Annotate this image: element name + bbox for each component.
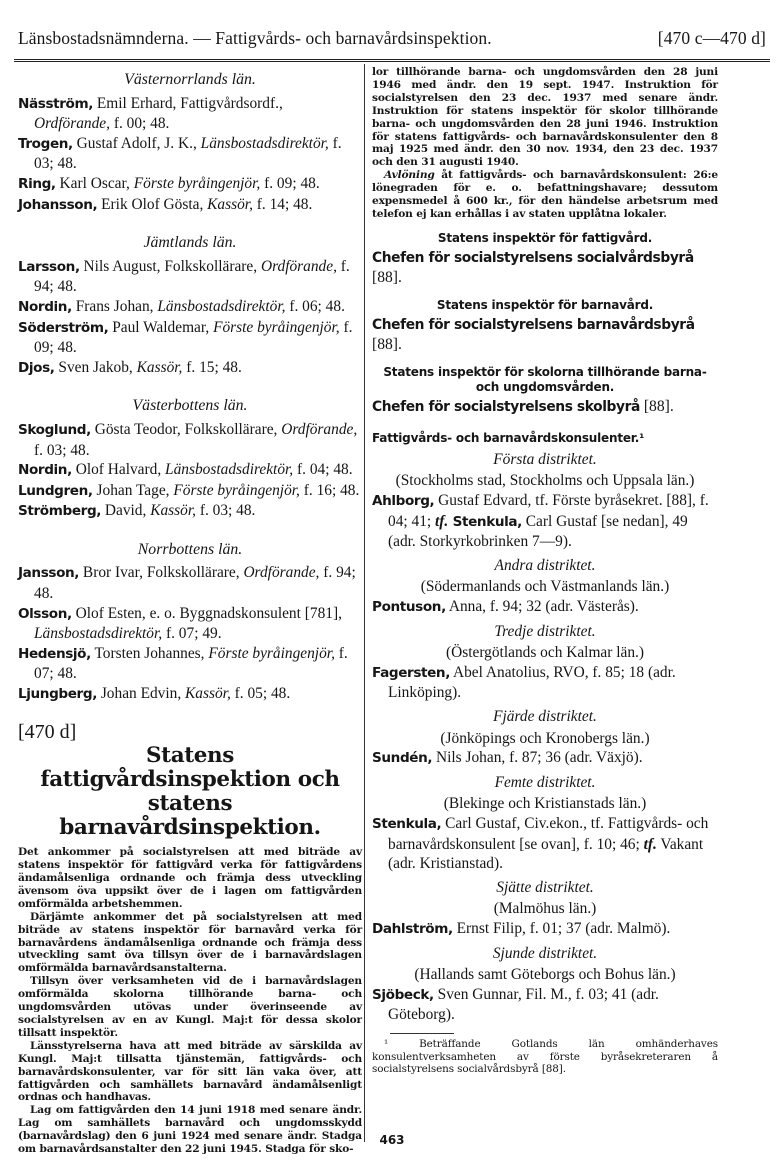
person-entry: Sundén, Nils Johan, f. 87; 36 (adr. Växjö). bbox=[372, 749, 643, 767]
left-column bbox=[18, 66, 362, 1156]
office-heading: Statens inspektör för skolorna tillhörande barna- och ungdomsvården. bbox=[383, 364, 707, 394]
person-name: Jansson, bbox=[18, 565, 80, 582]
body-paragraph: Det ankommer på socialstyrelsen att med biträde av statens inspektör för fattigvård verka för fattigvårdens ändamålsenliga ordnande och främja dess utveckling ävensom öva uppsikt över de i lagen om fattigvården omförmälda arbetshemmen. bbox=[18, 846, 362, 910]
district-heading: Tredje distriktet. bbox=[494, 622, 596, 640]
district-area: (Södermanlands och Västmanlands län.) bbox=[420, 578, 670, 596]
office-holder: Chefen för socialstyrelsens socialvårdsbyrå [88]. bbox=[372, 249, 694, 286]
office-holder: Chefen för socialstyrelsens barnavårdsbyrå [88]. bbox=[372, 316, 695, 353]
person-name: Ring, bbox=[18, 175, 56, 192]
district-heading: Första distriktet. bbox=[493, 450, 597, 468]
person-name: Trogen, bbox=[18, 135, 73, 152]
person-entry: Ljungberg, Johan Edvin, Kassör, f. 05; 48. bbox=[18, 685, 291, 703]
district-area: (Östergötlands och Kalmar län.) bbox=[445, 644, 645, 662]
person-entry: Skoglund, Gösta Teodor, Folkskollärare, Ordförande, f. 03; 48. bbox=[18, 420, 358, 459]
person-entry: Söderström, Paul Waldemar, Förste byråingenjör, f. 09; 48. bbox=[18, 318, 353, 357]
district-area: (Jönköpings och Kronobergs län.) bbox=[440, 729, 650, 747]
person-entry: Fagersten, Abel Anatolius, RVO, f. 85; 18 (adr. Linköping). bbox=[372, 663, 676, 702]
office-heading: Statens inspektör för fattigvård. bbox=[437, 230, 653, 245]
body-paragraph: Därjämte ankommer det på socialstyrelsen att med biträde av statens inspektör för barnavård verka för barnavårdens ändamålsenliga ordnande och främja dess utveckling samt öva tillsyn över de i barnavårdslagen omförmälda barnavårdsanstalterna. bbox=[18, 910, 362, 975]
person-entry: Lundgren, Johan Tage, Förste byråingenjör, f. 16; 48. bbox=[18, 481, 360, 499]
body-paragraph: Avlöning åt fattigvårds- och barnavårdskonsulent: 26:e lönegraden för e. o. befattningshavare; dessutom expensmedel å 600 kr., för den händelse arbetsrum med telefon ej kan erhållas i av staten upplåtna lokaler. bbox=[372, 169, 718, 220]
person-entry: Strömberg, David, Kassör, f. 03; 48. bbox=[18, 502, 256, 520]
consultants-heading: Fattigvårds- och barnavårdskonsulenter.¹ bbox=[372, 430, 645, 445]
person-entry: Johansson, Erik Olof Gösta, Kassör, f. 14; 48. bbox=[18, 195, 313, 213]
body-paragraph: Tillsyn över verksamheten vid de i barnavårdslagen omförmälda skolorna tillhörande barna- och ungdomsvården utövas under överinseende av socialstyrelsen av en av Kungl. Maj:t för dessa skolor tillsatt inspektör. bbox=[18, 975, 362, 1039]
section-number: [470 d] bbox=[18, 720, 77, 743]
district-heading: Sjunde distriktet. bbox=[492, 944, 598, 962]
person-name: Hedensjö, bbox=[18, 645, 91, 662]
header-rule-second bbox=[14, 61, 770, 62]
person-name: Nordin, bbox=[18, 462, 72, 479]
person-entry: Nordin, Frans Johan, Länsbostadsdirektör, f. 06; 48. bbox=[18, 297, 345, 315]
region-heading: Norrbottens län. bbox=[137, 540, 243, 558]
person-entry: Djos, Sven Jakob, Kassör, f. 15; 48. bbox=[18, 358, 242, 376]
district-area: (Stockholms stad, Stockholms och Uppsala län.) bbox=[395, 472, 695, 490]
district-area: (Hallands samt Göteborgs och Bohus län.) bbox=[414, 966, 676, 984]
person-entry: Jansson, Bror Ivar, Folkskollärare, Ordförande, f. 94; 48. bbox=[18, 564, 356, 603]
person-name: Nordin, bbox=[18, 298, 72, 315]
district-area: (Blekinge och Kristianstads län.) bbox=[443, 795, 647, 813]
person-entry: Olsson, Olof Esten, e. o. Byggnadskonsulent [781], Länsbostadsdirektör, f. 07; 49. bbox=[18, 604, 342, 643]
column-divider bbox=[364, 64, 365, 1142]
district-heading: Andra distriktet. bbox=[494, 556, 596, 574]
body-paragraph: Länsstyrelserna hava att med biträde av särskilda av Kungl. Maj:t tillsatta tjänstemän, fattigvårds- och barnavårdskonsulenter, var för sitt län vaka över, att fattigvården och samhällets barnavård ändamålsenligt ordnas och handhavas. bbox=[18, 1039, 362, 1104]
header-title: Länsbostadsnämnderna. — Fattigvårds- och barnavårdsinspektion. bbox=[18, 28, 492, 48]
person-entry: Dahlström, Ernst Filip, f. 01; 37 (adr. Malmö). bbox=[372, 919, 671, 937]
person-entry: Stenkula, Carl Gustaf, Civ.ekon., tf. Fattigvårds- och barnavårdskonsulent [se ovan], f. 10; 46; tf. Vakant (adr. Kristianstad). bbox=[372, 814, 709, 873]
region-heading: Västernorrlands län. bbox=[124, 71, 256, 88]
person-name: Djos, bbox=[18, 359, 55, 376]
office-holder: Chefen för socialstyrelsens skolbyrå [88]. bbox=[372, 397, 674, 415]
right-column bbox=[372, 66, 718, 1076]
person-entry: Pontuson, Anna, f. 94; 32 (adr. Västerås). bbox=[372, 598, 639, 616]
person-entry: Larsson, Nils August, Folkskollärare, Ordförande, f. 94; 48. bbox=[18, 257, 350, 296]
region-heading: Västerbottens län. bbox=[132, 397, 248, 415]
person-entry: Sjöbeck, Sven Gunnar, Fil. M., f. 03; 41 (adr. Göteborg). bbox=[372, 985, 659, 1024]
person-name: Olsson, bbox=[18, 605, 72, 622]
person-name: Ljungberg, bbox=[18, 686, 97, 703]
header-section-ref: [470 c—470 d] bbox=[657, 28, 766, 48]
person-entry: Trogen, Gustaf Adolf, J. K., Länsbostadsdirektör, f. 03; 48. bbox=[18, 134, 342, 173]
region-heading: Jämtlands län. bbox=[143, 234, 237, 252]
district-heading: Femte distriktet. bbox=[494, 773, 596, 791]
person-entry: Ahlborg, Gustaf Edvard, tf. Förste byråsekret. [88], f. 04; 41; tf. Stenkula, Carl Gustaf [se nedan], 49 (adr. Storkyrkobrinken 7—9). bbox=[372, 492, 709, 551]
person-name: Johansson, bbox=[18, 196, 98, 213]
person-name: Lundgren, bbox=[18, 482, 93, 499]
section-title: Statens fattigvårdsinspektion och statens barnavårdsinspektion. bbox=[40, 743, 340, 841]
person-entry: Nordin, Olof Halvard, Länsbostadsdirektör, f. 04; 48. bbox=[18, 461, 353, 479]
district-heading: Sjätte distriktet. bbox=[496, 878, 594, 896]
person-entry: Hedensjö, Torsten Johannes, Förste byråingenjör, f. 07; 48. bbox=[18, 644, 348, 683]
footnote: ¹ Beträffande Gotlands län omhänderhaves konsulentverksamheten av förste byråsekreteraren å socialstyrelsens socialvårdsbyrå [88]. bbox=[372, 1037, 718, 1076]
office-heading: Statens inspektör för barnavård. bbox=[436, 297, 654, 312]
footnote-rule bbox=[390, 1033, 454, 1034]
body-paragraph: Lag om fattigvården den 14 juni 1918 med senare ändr. Lag om samhällets barnavård och ungdomsskydd (barnavårdslag) den 6 juni 1924 med senare ändr. Stadga om barnavårdsanstalter den 22 juni 1945. Stadga för sko- bbox=[18, 1104, 362, 1156]
running-header bbox=[18, 14, 766, 48]
district-area: (Malmöhus län.) bbox=[493, 900, 597, 918]
district-heading: Fjärde distriktet. bbox=[493, 708, 597, 725]
page-number: 463 bbox=[379, 1133, 405, 1147]
person-name: Skoglund, bbox=[18, 421, 91, 438]
header-rule bbox=[14, 59, 770, 60]
body-paragraph: lor tillhörande barna- och ungdomsvården den 28 juni 1946 med ändr. den 19 sept. 1947. Instruktion för socialstyrelsen den 23 dec. 1937 med senare ändr. Instruktion för statens inspektör för skolor tillhörande barna- och ungdomsvården den 28 juni 1946. Instruktion för statens fattigvårds- och barnavårdskonsulenter den 8 maj 1925 med ändr. den 30 nov. 1934, den 23 dec. 1937 och den 31 augusti 1940. bbox=[372, 66, 718, 169]
person-name: Näsström, bbox=[18, 95, 94, 112]
person-entry: Näsström, Emil Erhard, Fattigvårdsordf., Ordförande, f. 00; 48. bbox=[18, 94, 283, 133]
person-name: Söderström, bbox=[18, 319, 109, 336]
person-entry: Ring, Karl Oscar, Förste byråingenjör, f. 09; 48. bbox=[18, 174, 320, 192]
person-name: Larsson, bbox=[18, 258, 80, 275]
person-name: Strömberg, bbox=[18, 503, 102, 520]
